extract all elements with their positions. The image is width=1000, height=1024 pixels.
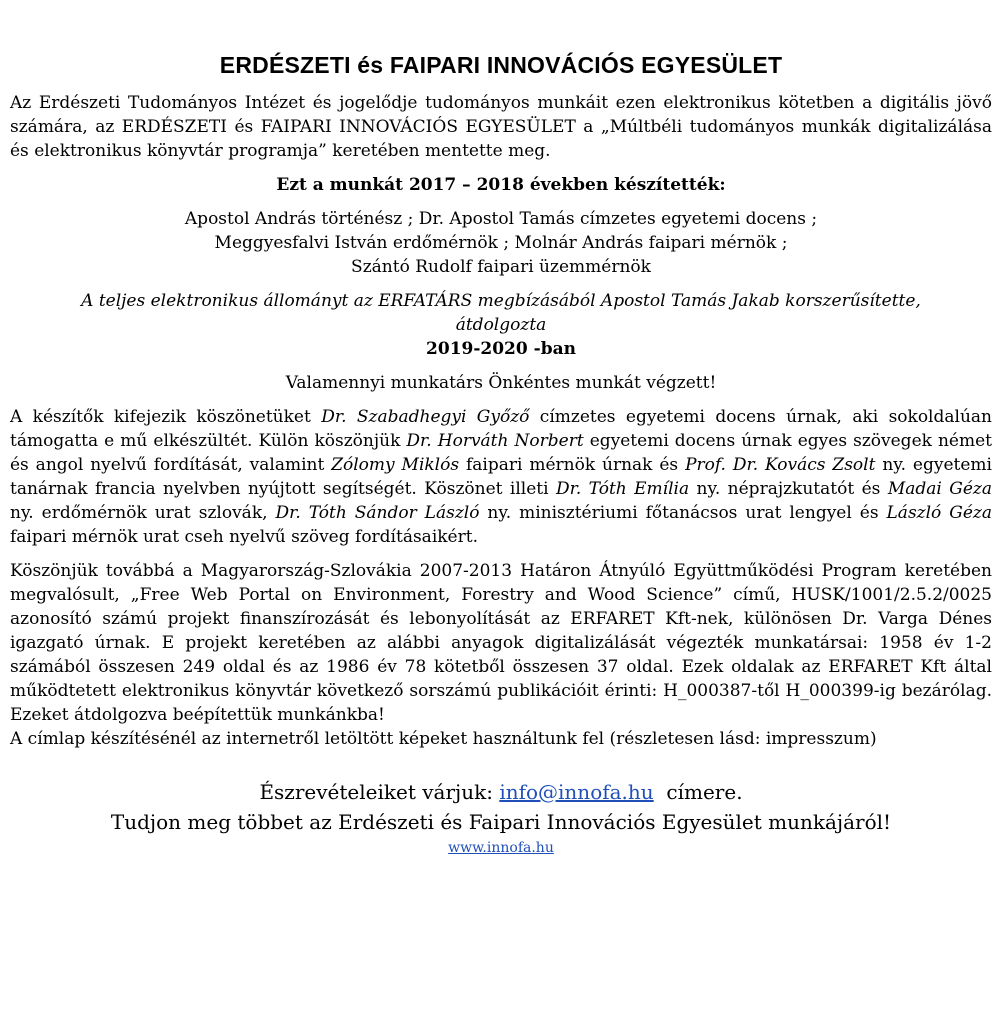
project-paragraph: Köszönjük továbbá a Magyarország-Szlovákia 2007-2013 Határon Átnyúló Együttműködési Program keretében megvalósult, „Free Web Portal on Environment, Forestry and Wood Science” című, HUSK/1001/2.5.2/0025 azonosító számú projekt finanszírozását és lebonyolítását az ERFARET Kft-nek, különösen Dr. Varga Dénes igazgató úrnak. E projekt keretében az alábbi anyagok digitalizálását végezték munkatársai: 1958 év 1-2 számából összesen 249 oldal és az 1986 év 78 kötetből összesen 37 oldal. Ezek oldalak az ERFARET Kft által működtetett elektronikus könyvtár következő sorszámú publikációit érinti: H_000387-től H_000399-ig bezárólag. Ezeket átdolgozva beépítettük munkánkba! (10, 561, 992, 725)
thanks-text: egyetemi docens úrnak egyes szövegek német és angol nyelvű fordítását, valamint (10, 431, 992, 475)
thanks-name: Dr. Horváth Norbert (406, 431, 584, 451)
modernized-line-1: A teljes elektronikus állományt az ERFATÁRS megbízásából Apostol Tamás Jakab korszerűsítette, (81, 291, 921, 311)
thanks-text: ny. minisztériumi főtanácsos urat lengyel és (479, 503, 887, 523)
thanks-name: László Géza (886, 503, 992, 523)
thanks-name: Madai Géza (887, 479, 992, 499)
thanks-name: Zólomy Miklós (331, 455, 460, 475)
thanks-text: ny. néprajzkutatót és (689, 479, 888, 499)
website-link[interactable]: www.innofa.hu (448, 840, 554, 856)
modernized-years: 2019-2020 -ban (426, 339, 576, 359)
website-line (10, 837, 992, 858)
modernized-line-2: átdolgozta (455, 315, 547, 335)
thanks-name: Prof. Dr. Kovács Zsolt (685, 455, 876, 475)
thanks-name: Dr. Tóth Emília (555, 479, 690, 499)
feedback-line (10, 777, 992, 807)
learn-more-line: Tudjon meg többet az Erdészeti és Faipari Innovációs Egyesület munkájáról! (110, 810, 892, 834)
cover-note: A címlap készítésénél az internetről letöltött képeket használtunk fel (részletesen lásd: impresszum) (10, 729, 877, 749)
thanks-name: Dr. Szabadhegyi Győző (321, 407, 530, 427)
intro-paragraph: Az Erdészeti Tudományos Intézet és jogelődje tudományos munkáit ezen elektronikus kötetben a digitális jövő számára, az ERDÉSZETI és FAIPARI INNOVÁCIÓS EGYESÜLET a „Múltbéli tudományos munkák digitalizálása és elektronikus könyvtár programja” keretében mentette meg. (10, 93, 992, 161)
thanks-paragraph (10, 405, 992, 549)
authors-line-3: Szántó Rudolf faipari üzemmérnök (351, 257, 651, 277)
feedback-text: címere. (653, 780, 743, 804)
thanks-text: faipari mérnök úrnak és (459, 455, 686, 475)
document-page (10, 52, 992, 858)
thanks-text: A készítők kifejezik köszönetüket (10, 407, 322, 427)
volunteer-note: Valamennyi munkatárs Önkéntes munkát végzett! (285, 373, 717, 393)
thanks-text: faipari mérnök urat cseh nyelvű szöveg fordításaikért. (10, 527, 478, 547)
thanks-text: ny. erdőmérnök urat szlovák, (10, 503, 276, 523)
email-link[interactable]: info@innofa.hu (499, 780, 654, 804)
page-title: ERDÉSZETI és FAIPARI INNOVÁCIÓS EGYESÜLET (219, 52, 783, 78)
thanks-text: ny. egyetemi tanárnak francia nyelvben nyújtott segítségét. Köszönet illeti (10, 455, 992, 499)
authors-line-1: Apostol András történész ; Dr. Apostol Tamás címzetes egyetemi docens ; (184, 209, 818, 229)
thanks-text: címzetes egyetemi docens úrnak, aki sokoldalúan támogatta e mű elkészültét. Külön köszönjük (10, 407, 992, 451)
thanks-name: Dr. Tóth Sándor László (275, 503, 480, 523)
authors-line-2: Meggyesfalvi István erdőmérnök ; Molnár András faipari mérnök ; (214, 233, 788, 253)
feedback-text: Észrevételeiket várjuk: (259, 780, 500, 804)
made-heading: Ezt a munkát 2017 – 2018 években készítették: (276, 175, 726, 195)
